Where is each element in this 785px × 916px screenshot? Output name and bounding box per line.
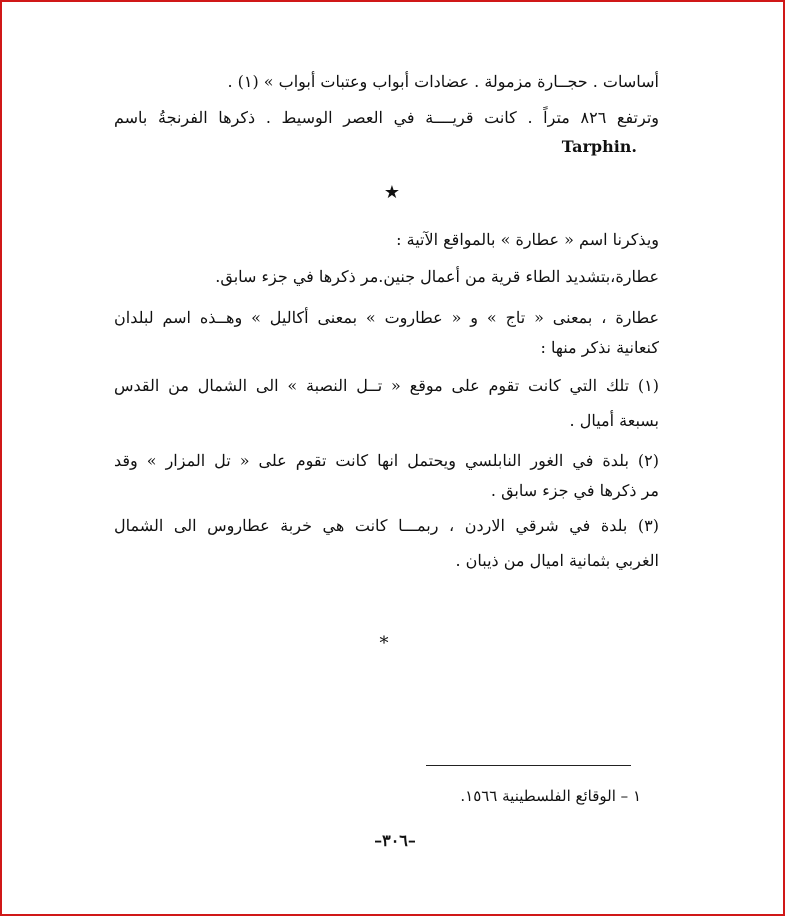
item-2-line-2: مر ذكرها في جزء سابق . — [490, 481, 659, 500]
footnote: ١ – الوقائع الفلسطينية ١٥٦٦. — [460, 787, 641, 805]
entry-2-line-2: كنعانية نذكر منها : — [540, 338, 659, 357]
footnote-rule — [426, 765, 631, 766]
item-1-line-1: (١) تلك التي كانت تقوم على موقع « تــل النصبة » الى الشمال من القدس — [114, 376, 659, 395]
paragraph-1-line-1: أساسات . حجــارة مزمولة . عضادات أبواب وعتبات أبواب » (١) . — [227, 72, 659, 91]
item-3-line-2: الغربي بثمانية اميال من ذيبان . — [455, 551, 659, 570]
paragraph-1-line-2: وترتفع ٨٢٦ متراً . كانت قريــــة في العصر الوسيط . ذكرها الفرنجةُ باسم — [114, 108, 659, 127]
separator-asterisk-icon: * — [379, 633, 389, 654]
entry-2-line-1: عطارة ، بمعنى « تاج » و « عطاروت » بمعنى أكاليل » وهــذه اسم لبلدان — [114, 308, 659, 327]
separator-star-icon: ★ — [383, 182, 401, 203]
item-3-line-1: (٣) بلدة في شرقي الاردن ، ربمـــا كانت هي خربة عطاروس الى الشمال — [114, 516, 659, 535]
item-1-line-2: بسبعة أميال . — [569, 411, 659, 430]
intro-line: ويذكرنا اسم « عطارة » بالمواقع الآتية : — [396, 230, 659, 249]
item-2-line-1: (٢) بلدة في الغور النابلسي ويحتمل انها كانت تقوم على « تل المزار » وقد — [114, 451, 659, 470]
paragraph-1-latin-name: Tarphin. — [561, 137, 637, 156]
entry-1-line: عطارة،بتشديد الطاء قرية من أعمال جنين.مر ذكرها في جزء سابق. — [215, 267, 659, 286]
page-number: –٣٠٦– — [374, 831, 416, 850]
